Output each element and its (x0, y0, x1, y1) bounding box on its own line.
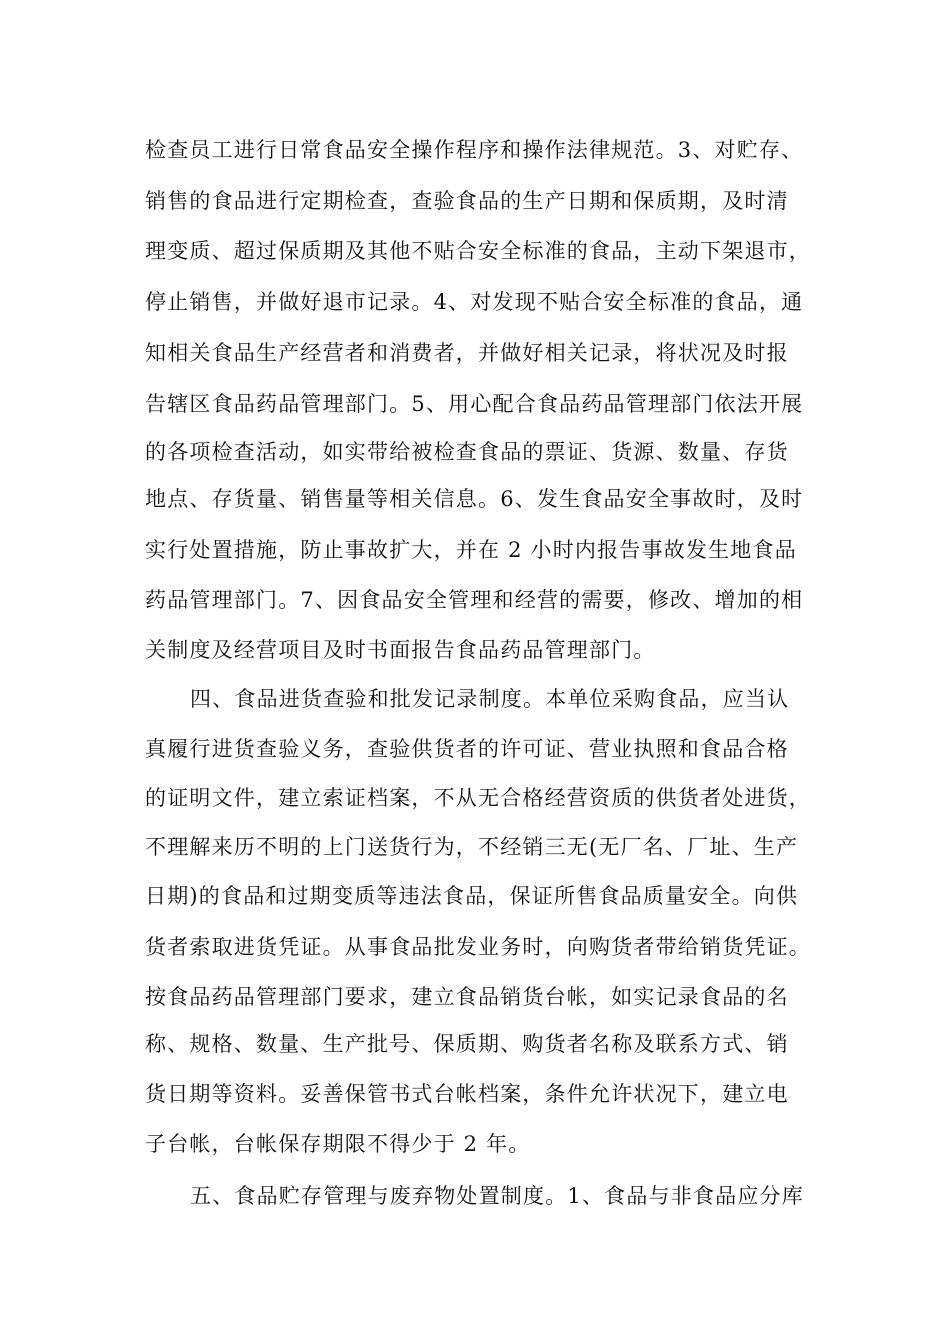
text-line: 理变质、超过保质期及其他不贴合安全标准的食品，主动下架退市， (145, 239, 811, 263)
text-line: 的证明文件，建立索证档案，不从无合格经营资质的供货者处进货， (145, 786, 811, 810)
text-line: 药品管理部门。7、因食品安全管理和经营的需要，修改、增加的相 (145, 588, 804, 612)
text-line: 货者索取进货凭证。从事食品批发业务时，向购货者带给销货凭证。 (145, 935, 811, 959)
text-line: 的各项检查活动，如实带给被检查食品的票证、货源、数量、存货 (145, 440, 789, 464)
text-line: 货日期等资料。妥善保管书式台帐档案，条件允许状况下，建立电 (145, 1082, 789, 1106)
text-line: 称、规格、数量、生产批号、保质期、购货者名称及联系方式、销 (145, 1032, 789, 1056)
text-line: 关制度及经营项目及时书面报告食品药品管理部门。 (145, 638, 656, 662)
text-line: 销售的食品进行定期检查，查验食品的生产日期和保质期，及时清 (145, 189, 789, 213)
text-line: 子台帐，台帐保存期限不得少于 2 年。 (145, 1132, 531, 1156)
text-line: 告辖区食品药品管理部门。5、用心配合食品药品管理部门依法开展 (145, 392, 804, 416)
paragraph-five-heading-line: 五、食品贮存管理与废弃物处置制度。1、食品与非食品应分库 (190, 1184, 804, 1208)
text-line: 知相关食品生产经营者和消费者，并做好相关记录，将状况及时报 (145, 341, 789, 365)
text-line: 日期)的食品和过期变质等违法食品，保证所售食品质量安全。向供 (145, 884, 799, 908)
text-line: 地点、存货量、销售量等相关信息。6、发生食品安全事故时，及时 (145, 487, 804, 511)
text-line: 实行处置措施，防止事故扩大，并在 2 小时内报告事故发生地食品 (145, 538, 797, 562)
text-line: 检查员工进行日常食品安全操作程序和操作法律规范。3、对贮存、 (145, 138, 804, 162)
paragraph-four-heading-line: 四、食品进货查验和批发记录制度。本单位采购食品，应当认 (190, 687, 790, 711)
text-line: 停止销售，并做好退市记录。4、对发现不贴合安全标准的食品，通 (145, 290, 804, 314)
text-line: 不理解来历不明的上门送货行为，不经销三无(无厂名、厂址、生产 (145, 835, 799, 859)
text-line: 真履行进货查验义务，查验供货者的许可证、营业执照和食品合格 (145, 737, 789, 761)
text-line: 按食品药品管理部门要求，建立食品销货台帐，如实记录食品的名 (145, 985, 789, 1009)
